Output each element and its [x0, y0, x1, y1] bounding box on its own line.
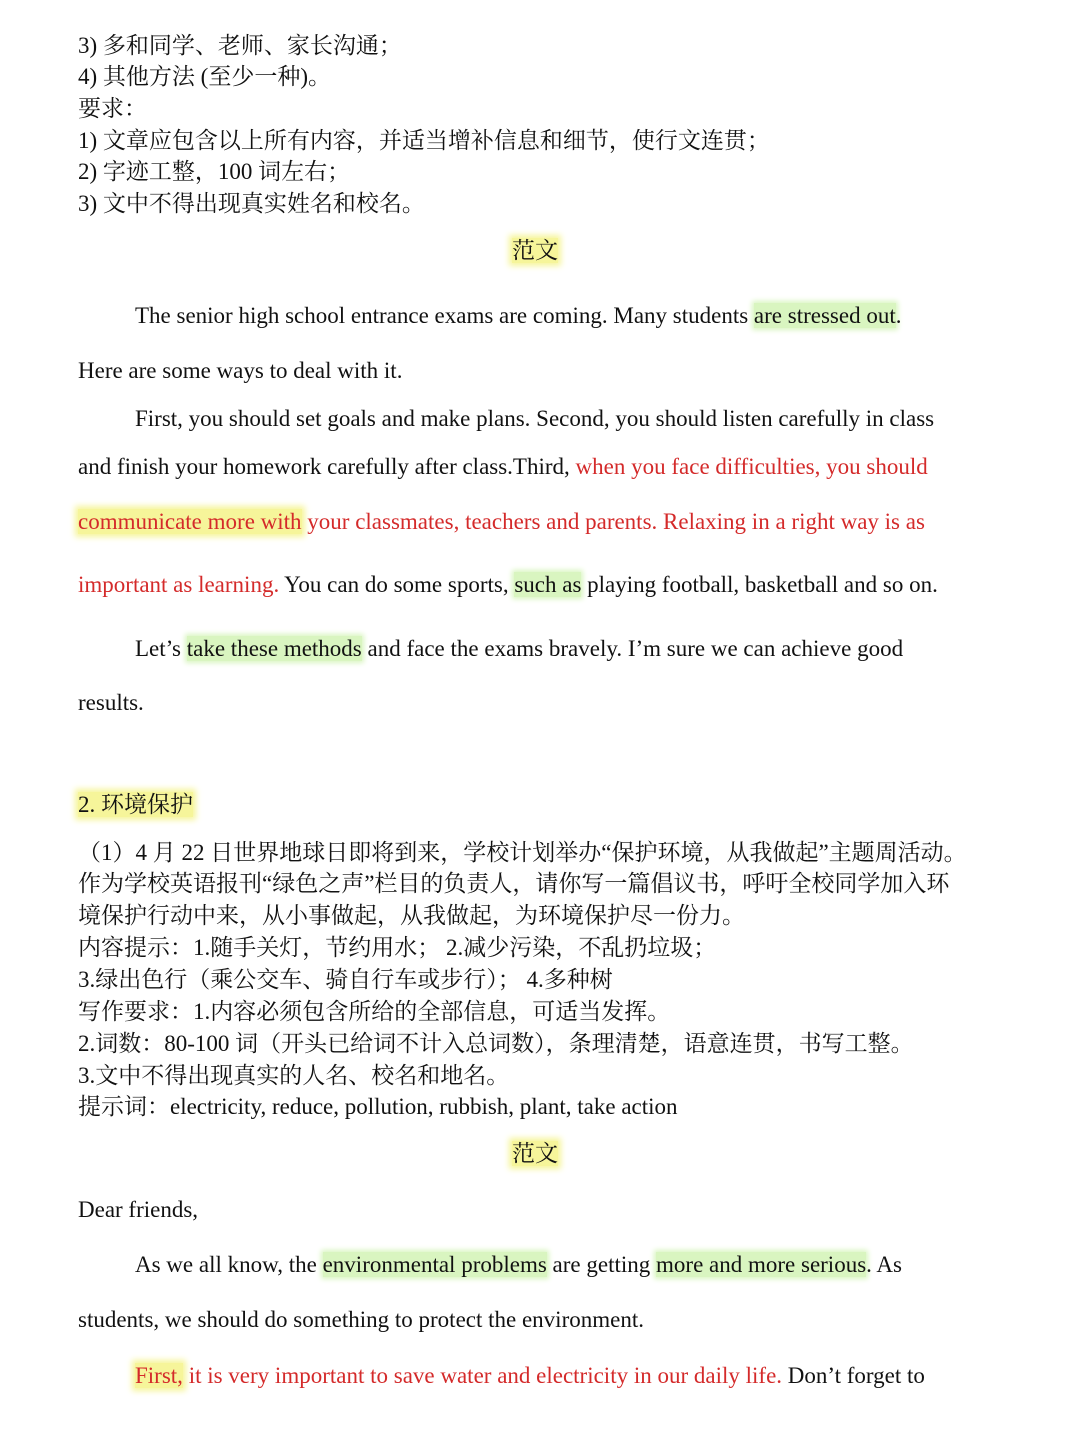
task1-requirement-3: 3) 文中不得出现真实姓名和校名。: [78, 191, 425, 216]
essay1-line-7: Let’s take these methods and face the exams bravely. I’m sure we can achieve good: [135, 636, 904, 661]
essay2-line-2: students, we should do something to protect the environment.: [78, 1307, 644, 1332]
task2-heading: 2. 环境保护: [78, 792, 193, 817]
essay1-line-3: First, you should set goals and make plans. Second, you should listen carefully in class: [135, 406, 935, 431]
essay1-line-5: communicate more with your classmates, teachers and parents. Relaxing in a right way is as: [78, 509, 925, 534]
model-essay-label-2: 范文: [512, 1141, 558, 1166]
task2-prompt-line-2: 作为学校英语报刊“绿色之声”栏目的负责人，请你写一篇倡议书，呼吁全校同学加入环: [78, 871, 950, 896]
essay1-line-8: results.: [78, 690, 144, 715]
task1-requirement-1: 1) 文章应包含以上所有内容，并适当增补信息和细节，使行文连贯；: [78, 128, 770, 153]
task2-content-hints-1: 内容提示：1.随手关灯，节约用水； 2.减少污染，不乱扔垃圾；: [78, 935, 717, 960]
task1-point-3: 3) 多和同学、老师、家长沟通；: [78, 33, 402, 58]
task2-writing-req-3: 3.文中不得出现真实的人名、校名和地名。: [78, 1063, 510, 1088]
task1-requirements-heading: 要求：: [78, 96, 147, 121]
essay1-line-2: Here are some ways to deal with it.: [78, 358, 403, 383]
model-essay-label-1: 范文: [512, 238, 558, 263]
task1-point-4: 4) 其他方法 (至少一种)。: [78, 64, 331, 89]
essay1-line-4: and finish your homework carefully after class.Third, when you face difficulties, you should: [78, 454, 928, 479]
task2-writing-req-1: 写作要求：1.内容必须包含所给的全部信息，可适当发挥。: [78, 999, 671, 1024]
essay2-line-3: First, it is very important to save water and electricity in our daily life. Don’t forget to: [135, 1363, 925, 1388]
essay2-line-1: As we all know, the environmental problems are getting more and more serious. As: [135, 1252, 902, 1277]
task2-hint-words: 提示词：electricity, reduce, pollution, rubbish, plant, take action: [78, 1094, 678, 1119]
essay1-line-1: The senior high school entrance exams are coming. Many students are stressed out.: [135, 303, 902, 328]
essay1-line-6: important as learning. You can do some sports, such as playing football, basketball and so on.: [78, 572, 938, 597]
task2-writing-req-2: 2.词数：80-100 词（开头已给词不计入总词数），条理清楚，语意连贯，书写工整。: [78, 1031, 914, 1056]
essay2-greeting: Dear friends,: [78, 1197, 199, 1222]
task2-prompt-line-3: 境保护行动中来，从小事做起，从我做起，为环境保护尽一份力。: [78, 903, 745, 928]
task1-requirement-2: 2) 字迹工整，100 词左右；: [78, 159, 351, 184]
task2-content-hints-2: 3.绿出色行（乘公交车、骑自行车或步行）； 4.多种树: [78, 967, 613, 992]
task2-prompt-line-1: （1）4 月 22 日世界地球日即将到来，学校计划举办“保护环境，从我做起”主题周活动。: [78, 840, 967, 865]
